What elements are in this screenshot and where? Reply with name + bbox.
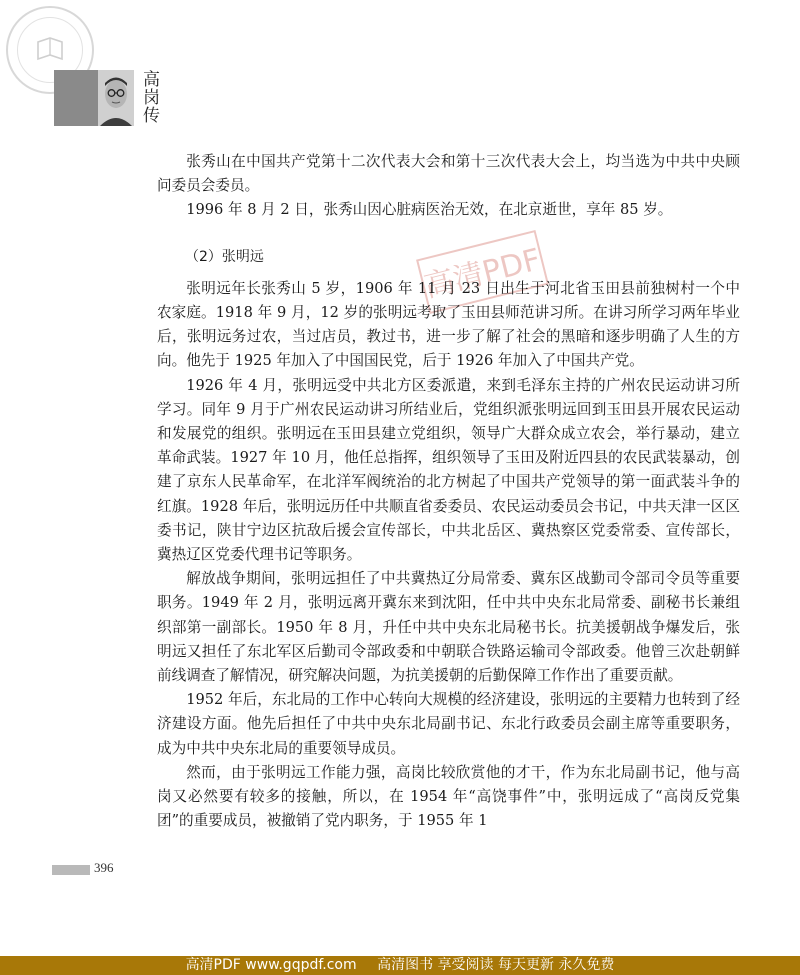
body-text (157, 150, 740, 833)
paragraph: 1926 年 4 月，张明远受中共北方区委派遣，来到毛泽东主持的广州农民运动讲习所学习。同年 9 月于广州农民运动讲习所结业后，党组织派张明远回到玉田县开展农民运动和发展党的组织。张明远在玉田县建立党组织，领导广大群众成立农会，举行暴动，建立革命武装。1927 年 10 月，他任总指挥，组织领导了玉田及附近四县的农民武装暴动，创建了京东人民革命军，在北洋军阀统治的北方树起了中国共产党领导的第一面武装斗争的红旗。1928 年后，张明远历任中共顺直省委委员、农民运动委员会书记，中共天津一区区委书记，陕甘宁边区抗敌后援会宣传部长，中共北岳区、冀热察区党委常委、宣传部长，冀热辽区党委代理书记等职务。 (157, 376, 740, 564)
paragraph: 张秀山在中国共产党第十二次代表大会和第十三次代表大会上，均当选为中共中央顾问委员会委员。 (157, 153, 740, 195)
page-number: 396 (94, 860, 114, 875)
book-title: 高岗传 (139, 70, 159, 124)
watermark-text: 高清PDF (420, 242, 545, 305)
footer-site-link[interactable]: 高清PDF www.gqpdf.com (185, 957, 357, 973)
footer-slogan: 高清图书 享受阅读 每天更新 永久免费 (377, 957, 615, 973)
paragraph: 1996 年 8 月 2 日，张秀山因心脏病医治无效，在北京逝世，享年 85 岁。 (186, 201, 673, 219)
paragraph: 1952 年后，东北局的工作中心转向大规模的经济建设，张明远的主要精力也转到了经济建设方面。他先后担任了中共中央东北局副书记、东北行政委员会副主席等重要职务，成为中共中央东北局的重要领导成员。 (157, 691, 740, 757)
author-portrait (98, 70, 134, 126)
book-icon (33, 33, 67, 67)
paragraph: 然而，由于张明远工作能力强，高岗比较欣赏他的才干，作为东北局副书记，他与高岗又必然要有较多的接触，所以，在 1954 年“高饶事件”中，张明远成了“高岗反党集团”的重要成员，被撤销了党内职务，于 1955 年 1 (157, 763, 740, 830)
page-number-bar (52, 865, 90, 875)
header-band (54, 70, 98, 126)
footer-banner[interactable] (0, 956, 800, 975)
paragraph: 张明远年长张秀山 5 岁，1906 年 11 月 23 日出生于河北省玉田县前独树村一个中农家庭。1918 年 9 月，12 岁的张明远考取了玉田县师范讲习所。在讲习所学习两年毕业后，张明远务过农，当过店员，教过书，进一步了解了社会的黑暗和逐步明确了人生的方向。他先于 1925 年加入了中国国民党，后于 1926 年加入了中国共产党。 (157, 279, 740, 370)
paragraph: 解放战争期间，张明远担任了中共冀热辽分局常委、冀东区战勤司令部司令员等重要职务。1949 年 2 月，张明远离开冀东来到沈阳，任中共中央东北局常委、副秘书长兼组织部第一副部长。1950 年 8 月，升任中共中央东北局秘书长。抗美援朝战争爆发后，张明远又担任了东北军区后勤司令部政委和中朝联合铁路运输司令部政委。他曾三次赴朝鲜前线调查了解情况，研究解决问题，为抗美援朝的后勤保障工作作出了重要贡献。 (157, 570, 740, 685)
section-heading: （2）张明远 (185, 248, 264, 265)
